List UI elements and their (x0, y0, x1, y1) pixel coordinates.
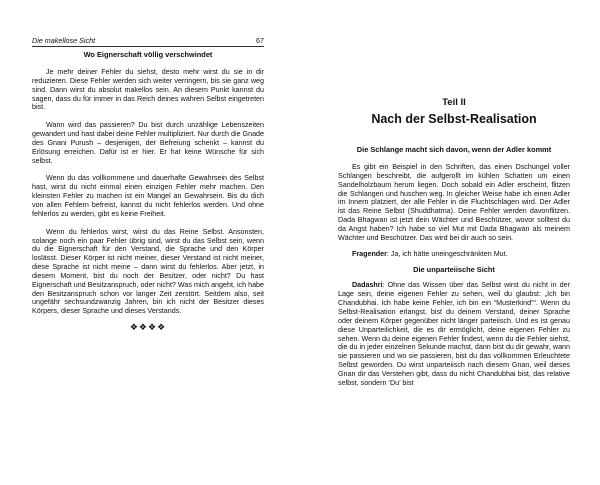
paragraph: Es gibt ein Beispiel in den Schriften, das einen Dschungel voller Schlangen beschreibt, die aufgerollt im kühlen Schatten um einen Sandelholzbaum herum liegen. Doch sobald ein Adler erscheint, flitzen die Schlangen und huschen weg. In gleicher Weise habe ich einen Adler im Innern platziert, der alle Fehler in die Fluchtschlagen wird. Der Adler ist das Reine Selbst (Shuddhatma). Deine Fehler werden davonflitzen. Dada Bhagwan ist jetzt dein Wächter und Beschützer, wovor solltest du da Angst haben? Ich habe so viel Mut mit Dada Bhagwan als meinem Wächter und Beschützer. Das wird bei dir auch so sein. (338, 163, 570, 242)
page-number: 67 (256, 36, 264, 45)
running-head-title: Die makellose Sicht (32, 36, 96, 45)
paragraph: Wann wird das passieren? Du bist durch unzählige Lebenszeiten gewandert und hast dabei deine Fehler multipliziert. Nur durch die Gnade des Gnani Purush – desjenigen, der Befreiung schenkt – kannst du Erlösung erreichen. Dafür ist er hier. Er hat keine Wünsche für sich selbst. (32, 121, 264, 165)
right-page-body (338, 145, 570, 388)
section-title: Wo Eignerschaft völlig verschwindet (83, 50, 213, 59)
part-title: Nach der Selbst-Realisation (371, 112, 537, 126)
answer-paragraph (338, 281, 570, 387)
paragraph: Wenn du das vollkommene und dauerhafte Gewahrsein des Selbst hast, wirst du nicht einmal einen einzigen Fehler mehr machen. Den kleinsten Fehler zu machen ist ein Mangel an Gewahrsein. Bis du dich von allen Fehlern befreist, kannst du nicht fehlerlos werden. Und ohne fehlerlos zu werden, gibt es keine Freiheit. (32, 174, 264, 218)
speaker-text: : Ohne das Wissen über das Selbst wirst du nicht in der Lage sein, deine eigenen Fehler zu sehen, weil du glaubst: „Ich bin Chandubhai. Ich habe keine Fehler, ich bin ein “Musterkind”“. Wenn du Selbst-Realisation erlangst, bist du deinem Verstand, deiner Sprache oder deinem Körper gegenüber nicht länger parteiisch. Und es ist genau diese Unparteilichkeit, die es dir ermöglicht, deine eigenen Fehler zu sehen. Wenn du deine eigenen Fehler findest, wenn du die Fehler siehst, die du in jeder einzelnen Sekunde machst, dann bist du dir gewahr, wann sie passieren und wo sie passieren, bist du das vollkommen Erleuchtete Selbst geworden. Du wirst unparteiisch nach diesem Gnan, weil dieses Gnan dir das Verstehen gibt, dass du nicht Chandubhai bist, das relative selbst, sondern ‘Du’ bist (338, 281, 570, 387)
section-title: Die Schlange macht sich davon, wenn der Adler kommt (356, 145, 552, 154)
paragraph: Je mehr deiner Fehler du siehst, desto mehr wirst du sie in dir reduzieren. Diese Fehler werden sich weiter verringern, bis sie ganz weg sind. Dann wirst du absolut makellos sein. An diesem Punkt kannst du sagen, dass du für immer in das Reich deines wahren Selbst eingetreten bist. (32, 68, 264, 112)
section-end-ornament: ❖❖❖❖ (129, 322, 167, 333)
running-head (32, 36, 264, 47)
speaker-label: Fragender (352, 249, 387, 258)
paragraph: Wenn du fehlerlos wirst, wirst du das Reine Selbst. Ansonsten, solange noch ein paar Fehler übrig sind, wirst du das Selbst sein, wenn du die Eignerschaft für den Verstand, die Sprache und den Körper loslässt. Dieser Körper ist nicht meiner, dieser Verstand ist nicht meiner, diese Sprache ist nicht meine – dann wirst du fehlerlos. Aber jetzt, in diesem Moment, bist du noch der Besitzer, oder nicht? Du hast Eignerschaft und Besitzanspruch, oder nicht? Was mich angeht, ich habe den Besitzanspruch schon vor langer Zeit zerstört. Seitdem also, seit ungefähr sechsundzwanzig Jahren, bin ich nicht der Besitzer dieses Körpers, dieser Sprache und dieses Verstands. (32, 227, 264, 316)
speaker-text: : Ja, ich hätte uneingeschränkten Mut. (386, 249, 508, 258)
question-paragraph (338, 250, 570, 259)
part-label: Teil II (442, 97, 466, 108)
section-title: Die unparteiische Sicht (413, 265, 495, 275)
left-page-body (32, 50, 264, 332)
speaker-label: Dadashri (352, 281, 383, 290)
